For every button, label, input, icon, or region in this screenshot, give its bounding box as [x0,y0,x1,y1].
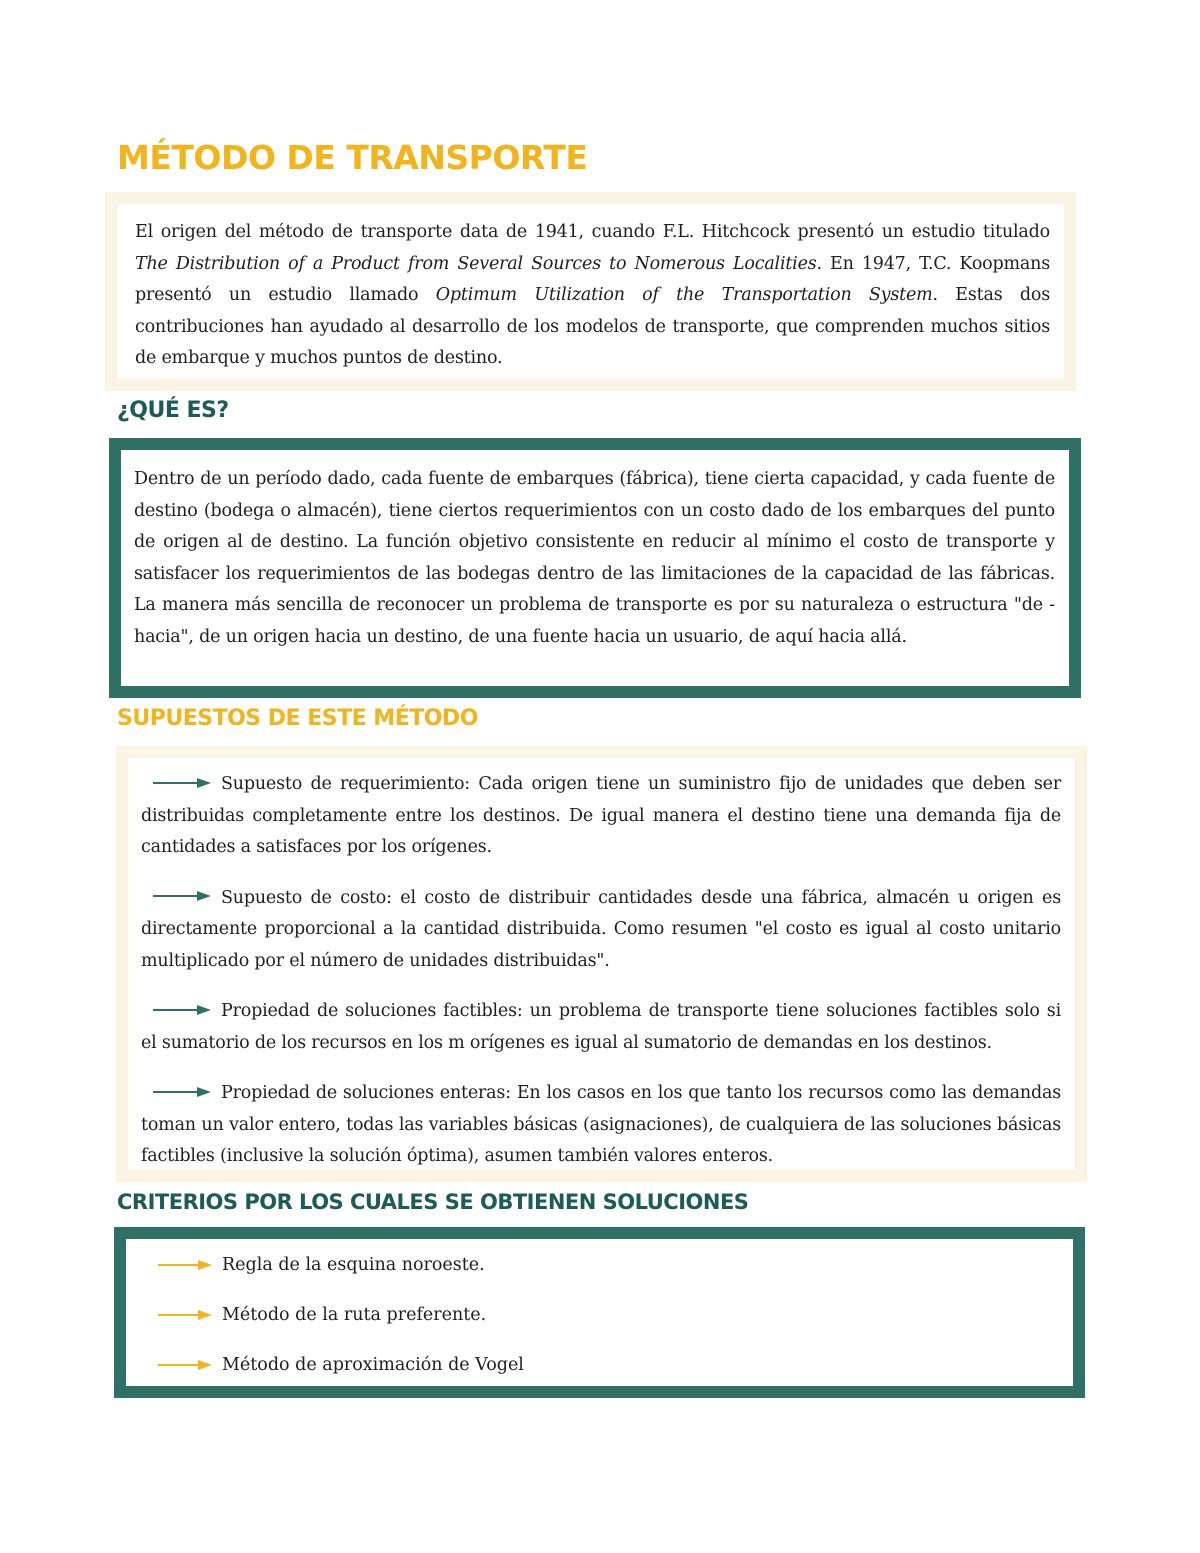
intro-text-1: El origen del método de transporte data de 1941, cuando F.L. Hitchcock presentó un estudio titulado [135,222,1050,242]
list-item [146,1252,1059,1277]
list-item [146,1352,1059,1377]
supuesto-costo: Supuesto de costo: el costo de distribuir cantidades desde una fábrica, almacén u origen es directamente proporcional a la cantidad distribuida. Como resumen "el costo es igual al costo unitario multiplicado por el número de unidades distribuidas". [141,887,1061,971]
list-item [146,1302,1059,1327]
list-item [141,883,1061,978]
list-item [141,996,1061,1059]
criterio-esquina-noroeste: Regla de la esquina noroeste. [222,1254,485,1275]
criterios-box [114,1227,1085,1398]
intro-paragraph [135,217,1050,375]
list-item [141,1078,1061,1173]
criterio-aproximacion-vogel: Método de aproximación de Vogel [222,1354,524,1375]
intro-box [105,192,1076,391]
supuesto-requerimiento: Supuesto de requerimiento: Cada origen tiene un suministro fijo de unidades que deben ser distribuidas completamente entre los destinos. De igual manera el destino tiene una demanda fija de cantidades a satisfaces por los orígenes. [141,774,1061,857]
supuestos-box [116,746,1087,1182]
list-item [141,769,1061,864]
propiedad-soluciones-factibles: Propiedad de soluciones factibles: un problema de transporte tiene soluciones factibles solo si el sumatorio de los recursos en los m orígenes es igual al sumatorio de demandas en los destinos. [141,1001,1061,1053]
arrow-right-icon [153,1004,211,1016]
intro-text-3: . Estas dos contribuciones han ayudado al desarrollo de los modelos de transporte, que comprenden muchos sitios de embarque y muchos puntos de destino. [135,285,1050,368]
intro-work-title-1: The Distribution of a Product from Several Sources to Nomerous Localities [135,253,817,274]
propiedad-soluciones-enteras: Propiedad de soluciones enteras: En los casos en los que tanto los recursos como las demandas toman un valor entero, todas las variables básicas (asignaciones), de cualquiera de las soluciones básicas factibles (inclusive la solución óptima), asumen también valores enteros. [141,1083,1061,1166]
arrow-right-icon [158,1309,212,1321]
criterios-heading: CRITERIOS POR LOS CUALES SE OBTIENEN SOLUCIONES [117,1190,749,1214]
que-es-heading: ¿QUÉ ES? [117,398,229,423]
arrow-right-icon [158,1259,212,1271]
que-es-box [109,438,1081,698]
arrow-right-icon [153,777,211,789]
page-title: MÉTODO DE TRANSPORTE [117,138,588,177]
arrow-right-icon [153,1086,211,1098]
que-es-paragraph: Dentro de un período dado, cada fuente de embarques (fábrica), tiene cierta capacidad, y cada fuente de destino (bodega o almacén), tiene ciertos requerimientos con un costo dado de los embarques del punto de origen al de destino. La función objetivo consistente en reducir al mínimo el costo de transporte y satisfacer los requerimientos de las bodegas dentro de las limitaciones de la capacidad de las fábricas. La manera más sencilla de reconocer un problema de transporte es por su naturaleza o estructura "de - hacia", de un origen hacia un destino, de una fuente hacia un usuario, de aquí hacia allá. [134,469,1055,647]
criterio-ruta-preferente: Método de la ruta preferente. [222,1304,487,1325]
intro-text-2: . En 1947, T.C. Koopmans presentó un estudio llamado [135,253,1050,305]
intro-work-title-2: Optimum Utilization of the Transportation System [435,285,933,305]
arrow-right-icon [158,1359,212,1371]
arrow-right-icon [153,890,211,902]
supuestos-heading: SUPUESTOS DE ESTE MÉTODO [117,706,478,731]
